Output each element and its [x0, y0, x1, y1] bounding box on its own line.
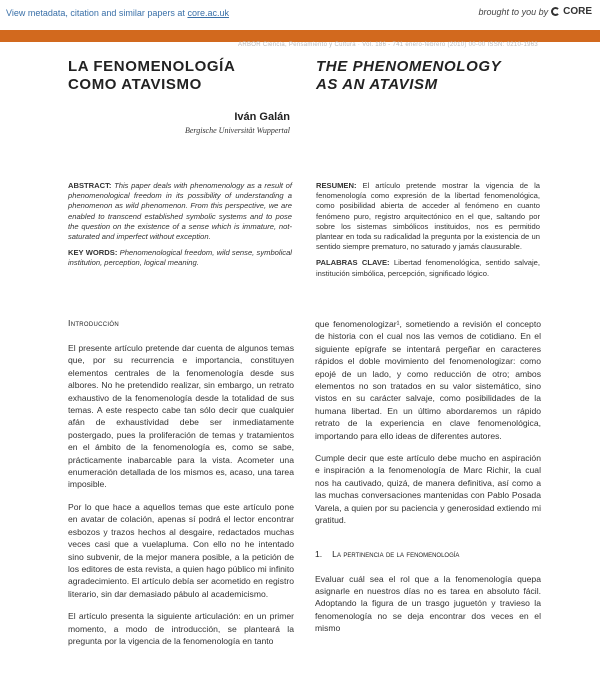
- title-spanish: [68, 58, 288, 94]
- core-logo-icon: [551, 7, 560, 16]
- keywords-en-paragraph: [68, 248, 292, 268]
- body-column-right: [315, 318, 541, 645]
- core-site-link[interactable]: core.ac.uk: [187, 8, 229, 18]
- section-number: 1.: [315, 548, 323, 559]
- brought-label: brought to you by: [478, 6, 549, 17]
- abstract-en-paragraph: [68, 181, 292, 242]
- keywords-es-text: Libertad fenomenológica, sentido salvaje, institución simbólica, percepción, significado lógico.: [316, 258, 541, 278]
- keywords-es-label: PALABRAS CLAVE:: [316, 258, 390, 268]
- provided-by[interactable]: provided by Arbor (E-Journal): [500, 61, 592, 68]
- keywords-en-label: KEY WORDS:: [68, 248, 118, 258]
- intro-paragraph-1: El presente artículo pretende dar cuenta de algunos temas que, por su recurrencia e importancia, constituyen elementos centrales de la fenomenología desde sus albores. No he pretendido realizar, sin embargo, un retrato exhaustivo de la fenomenología desde la totalidad de sus temas. A este respecto cabe tan sólo decir que cualquier afán de exhaustividad debe ser inmediatamente postergado, pues la proliferación de temas y tratamientos en el ámbito de la fenomenología es, como se sabe, prácticamente inabarcable para la vista. Acometer una enumeración detallada de los mismos es, acaso, una tarea imposible.: [68, 343, 294, 490]
- title-en-line-1: THE PHENOMENOLOGY: [316, 58, 502, 75]
- abstract-spanish: [316, 181, 540, 285]
- abstract-es-label: RESUMEN:: [316, 181, 357, 190]
- section-1-heading: [315, 549, 541, 559]
- abstract-en-text: This paper deals with phenomenology as a result of phenomenological freedom in its possibility of understanding a phenomenon as wild phenomenon. From this perspective, we are enabled to transcend established symbolic systems and to pose the question on the existence of a sense which is immature, not-saturated and imperfect without exception.: [68, 181, 292, 242]
- core-logo-text: CORE: [563, 6, 592, 17]
- journal-line: ARBOR Ciencia, Pensamiento y Cultura · Vol. 186 - 741 enero-febrero (2010) 00-00 ISSN: 0210-1963: [238, 42, 538, 48]
- abstract-en-label: ABSTRACT:: [68, 181, 112, 190]
- right-paragraph-3: Evaluar cuál sea el rol que a la fenomenología quepa asignarle en nuestros días no es tarea en absoluto fácil. Adoptando la figura de un trasgo juguetón y travieso la fenomenología no se deja encontrar dos veces en el mismo: [315, 573, 541, 634]
- title-english: [316, 58, 536, 94]
- abstract-es-text: El artículo pretende mostrar la vigencia de la fenomenología como expresión de la libertad fenomenológica, como posibilidad abierta de acceder al fenómeno en cuanto fenómeno puro, registro arquitectónico en el que, saltando por sobre los sistemas simbólicos instituidos, nos es permitido plantear en toda su radicalidad la pregunta por la existencia de un sentido siempre prematuro, no saturado y jamás clausurable.: [316, 181, 540, 252]
- keywords-es-paragraph: [316, 258, 540, 278]
- metadata-link[interactable]: [6, 8, 229, 18]
- intro-paragraph-3: El artículo presenta la siguiente articulación: en un primer momento, a modo de introducción, se planteará la pregunta por la vigencia de la fenomenología en tanto: [68, 611, 294, 646]
- core-brand[interactable]: [479, 6, 592, 17]
- keywords-en-text: Phenomenological freedom, wild sense, symbolical institution, perception, logical meaning.: [68, 248, 292, 268]
- right-paragraph-1: que fenomenologizar¹, sometiendo a revisión el concepto de historia con el cual nos las vemos de cotidiano. En el siguiente epígrafe se intentará pergeñar en caracteres rápidos el doble movimiento del fenomenologizar: como epojé de un lado, y como reducción de otro; ambos elementos no son tratados en su valor sistemático, sino vistos en su carácter salvaje, como posibilidades de la humana libertad. En un último abordaremos un rápido retrato de la experiencia en clave fenomenológica, importando para ello ideas de diferentes autores.: [315, 319, 541, 441]
- right-paragraph-2: Cumple decir que este artículo debe mucho en aspiración e inspiración a la fenomenología de Marc Richir, la cual nos ha cautivado, quizá, de manera definitiva, así como a las muchas conversaciones mantenidas con Pablo Posada Varela, a quien por su paciencia y generosidad extiendo mi gratitud.: [315, 453, 541, 526]
- title-en-line-2: AS AN ATAVISM: [316, 76, 438, 93]
- top-banner: [0, 0, 600, 30]
- author-name: Iván Galán: [234, 111, 290, 123]
- intro-heading: Introducción: [68, 318, 119, 328]
- title-es-line-1: LA FENOMENOLOGÍA: [68, 58, 236, 75]
- body-column-left: [68, 318, 294, 657]
- section-title: La pertinencia de la fenomenología: [332, 548, 460, 559]
- abstract-english: [68, 181, 292, 275]
- intro-paragraph-2: Por lo que hace a aquellos temas que este artículo pone en avatar de colación, apenas sí podrá el lector encontrar esbozos y trazos hechos al desgaire, redactados muchas veces casi que a vuelapluma. Con ello no he intentado sino subvenir, de la mejor manera posible, a la petición de los editores de esta revista, a quien hago público mi infinito agradecimiento. El artículo debía ser acometido en registro literario, sin dar demasiado pábulo al academicismo.: [68, 501, 294, 599]
- abstract-es-paragraph: [316, 181, 540, 252]
- metadata-link-text: View metadata, citation and similar papers at: [6, 8, 188, 18]
- author-affiliation: Bergische Universität Wuppertal: [184, 126, 290, 135]
- title-es-line-2: COMO ATAVISMO: [68, 76, 202, 93]
